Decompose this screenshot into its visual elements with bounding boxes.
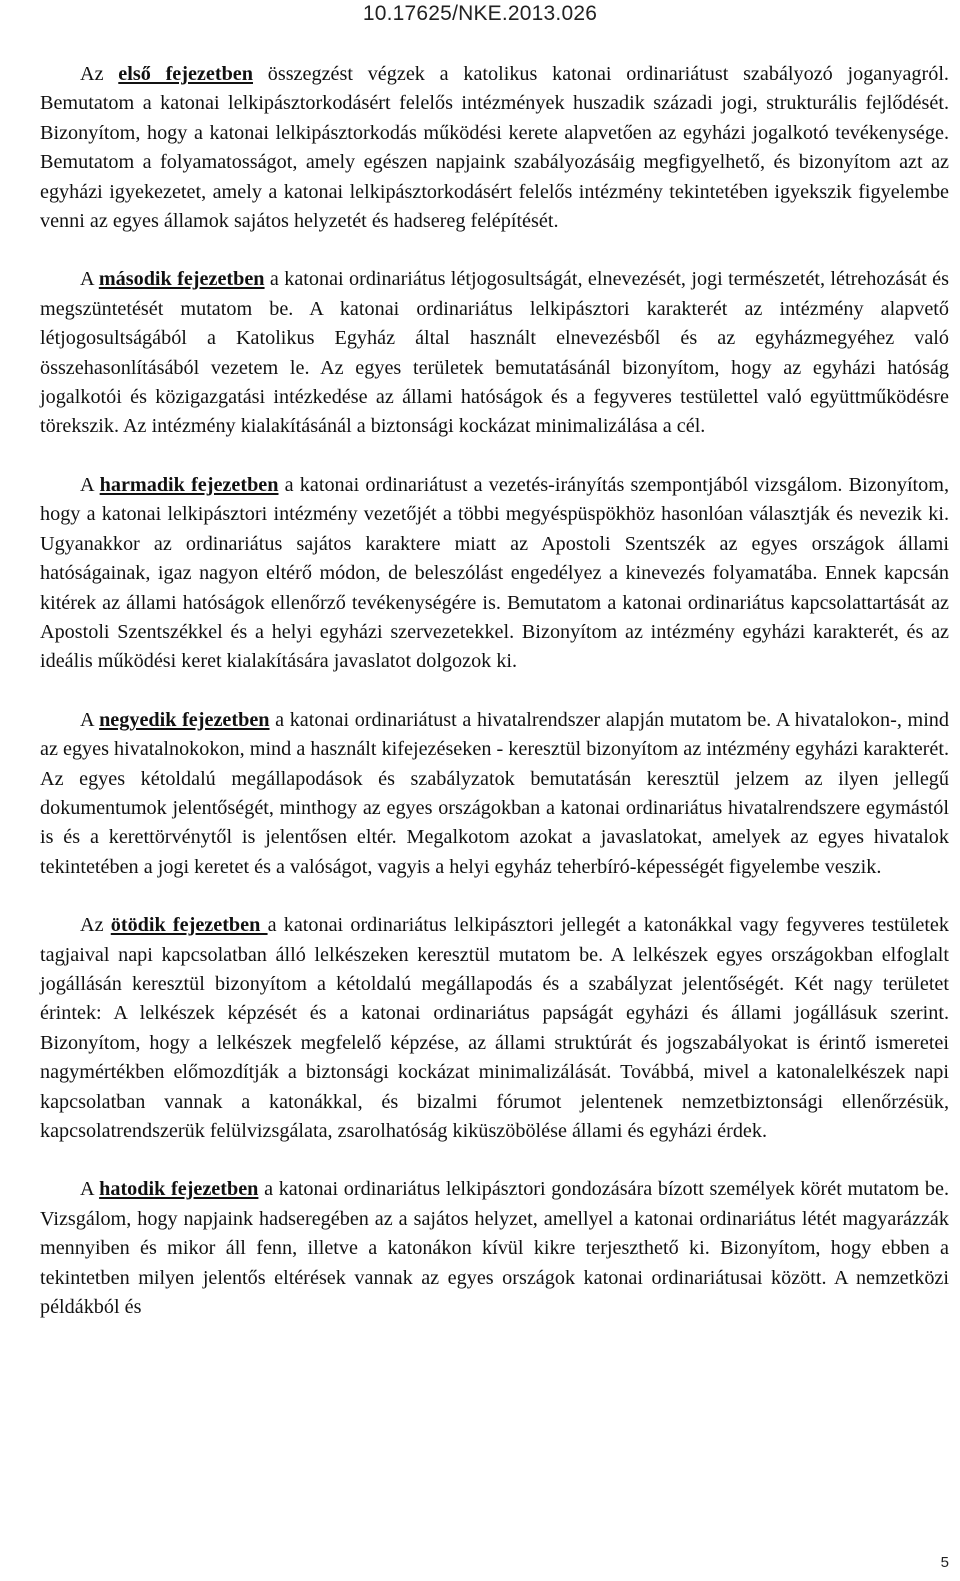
paragraph-prefix: A xyxy=(80,708,100,731)
paragraph-prefix: Az xyxy=(80,63,119,85)
chapter-reference: harmadik fejezetben xyxy=(99,473,279,496)
paragraph-text: a katonai ordinariátust a hivatalrendszer alapján mutatom be. A hivatalokon-, mind az egyes hivatalnokokon, mind a használt kifejezéseken - keresztül bizonyítom az intézmény egyházi karakterét. Az egyes kétoldalú megállapodások és szabályzatok bemutatásán keresztül jelzem az ilyen jellegű dokumentumok jelentőségét, minthogy az egyes országokban a katonai ordinariátus hivatalrendszere egymástól is és a kerettörvénytől is jelentősen eltér. Megalkotom azokat a javaslatokat, amelyek az egyes hivatalok tekintetében a jogi keretet és a valóságot, vagyis a helyi egyház teherbíró-képességét figyelembe veszik. xyxy=(40,708,949,878)
chapter-reference: negyedik fejezetben xyxy=(99,708,270,731)
paragraph-chapter-1 xyxy=(40,60,949,236)
paragraph-chapter-2 xyxy=(40,265,949,441)
paragraph-text: a katonai ordinariátus létjogosultságát, elnevezését, jogi természetét, létrehozását és megszüntetését mutatom be. A katonai ordinariátus lelkipásztori karakterét az intézmény alapvető létjogosultságából a Katolikus Egyház által használt elnevezésből és az egyházmegyéhez való összehasonlításából vezetem le. Az egyes területek bemutatásánál bizonyítom, hogy az egyházi hatóság jogalkotói és közigazgatási intézkedése az állami hatóságok és a fegyveres testülettel való együttműködésre törekszik. Az intézmény kialakításánál a biztonsági kockázat minimalizálása a cél. xyxy=(40,268,949,438)
paragraph-text: összegzést végzek a katolikus katonai ordinariátust szabályozó joganyagról. Bemutatom a katonai lelkipásztorkodásért felelős intézmények huszadik századi jogi, strukturális fejlődését. Bizonyítom, hogy a katonai lelkipásztorkodás működési kerete alapvetően az egyházi jogalkotó tevékenysége. Bemutatom a folyamatosságot, amely egészen napjaink szabályozásáig megfigyelhető, és bizonyítom azt az egyházi igyekezetet, amely a katonai lelkipásztorkodásért felelős intézmény tekintetében igyekszik figyelembe venni az egyes államok sajátos helyzetét és hadsereg felépítését. xyxy=(40,63,949,233)
chapter-reference: első fejezetben xyxy=(118,63,253,85)
paragraph-text: a katonai ordinariátus lelkipásztori gondozására bízott személyek körét mutatom be. Vizsgálom, hogy napjaink hadseregében az a sajátos helyzet, amellyel a katonai ordinariátus létét magyarázzák mennyiben és mikor áll fenn, illetve a katonákon kívül kikre terjeszthető ki. Bizonyítom, hogy ebben a tekintetben milyen jelentős eltérések vannak az egyes országok katonai ordinariátusai között. A nemzetközi példákból és xyxy=(40,1178,950,1319)
paragraph-chapter-6 xyxy=(40,1175,949,1322)
paragraph-prefix: A xyxy=(80,473,100,496)
doi-header: 10.17625/NKE.2013.026 xyxy=(362,2,598,25)
chapter-reference: hatodik fejezetben xyxy=(99,1178,259,1201)
chapter-reference: második fejezetben xyxy=(98,268,265,291)
chapter-reference: ötödik fejezetben xyxy=(110,914,268,937)
paragraph-chapter-5 xyxy=(40,911,949,1146)
paragraph-text: a katonai ordinariátus lelkipásztori jellegét a katonákkal vagy fegyveres testületek tagjaival napi kapcsolatban álló lelkészeken keresztül mutatom be. A lelkészek egyes országokban elfoglalt jogállásán keresztül bizonyítom a kétoldalú megállapodás és a szabályzat jelentőségét. Két nagy területet érintek: A lelkészek képzését és a katonai ordinariátus papságát egyházi és állami jogállásuk szerint. Bizonyítom, hogy a lelkészek megfelelő képzése, az állami struktúrát és jogszabályokat is érintő ismeretei nagymértékben előmozdítják a biztonsági kockázat minimalizálását. Továbbá, mivel a katonalelkészek napi kapcsolatban vannak a katonákkal, és bizalmi fórumot jelentenek nemzetbiztonsági ellenőrzésük, kapcsolatrendszerük felülvizsgálata, zsarolhatóság kiküszöbölése állami és egyházi érdek. xyxy=(40,914,949,1142)
paragraph-chapter-3 xyxy=(40,471,949,677)
paragraph-text: a katonai ordinariátust a vezetés-irányítás szempontjából vizsgálom. Bizonyítom, hogy a katonai lelkipásztori intézmény vezetőjét a többi megyéspüspökhöz hasonlóan választják és nevezik ki. Ugyanakkor az ordinariátus sajátos karaktere miatt az Apostoli Szentszék az egyes országok állami hatóságainak, igaz nagyon eltérő módon, de beleszólást engedélyez a kinevezés folyamatába. Ennek kapcsán kitérek az állami hatóságok ellenőrző tevékenységére is. Bemutatom a katonai ordinariátus kapcsolattartását az Apostoli Szentszékkel és a helyi egyházi szervezetekkel. Bizonyítom az intézmény egyházi karakterét, és az ideális működési keret kialakítására javaslatot dolgozok ki. xyxy=(40,473,950,673)
paragraph-prefix: A xyxy=(80,268,99,291)
paragraph-chapter-4 xyxy=(40,706,949,882)
paragraph-prefix: Az xyxy=(80,914,111,937)
page-number: 5 xyxy=(940,1554,949,1571)
paragraph-prefix: A xyxy=(80,1178,100,1201)
document-body xyxy=(40,60,949,1351)
